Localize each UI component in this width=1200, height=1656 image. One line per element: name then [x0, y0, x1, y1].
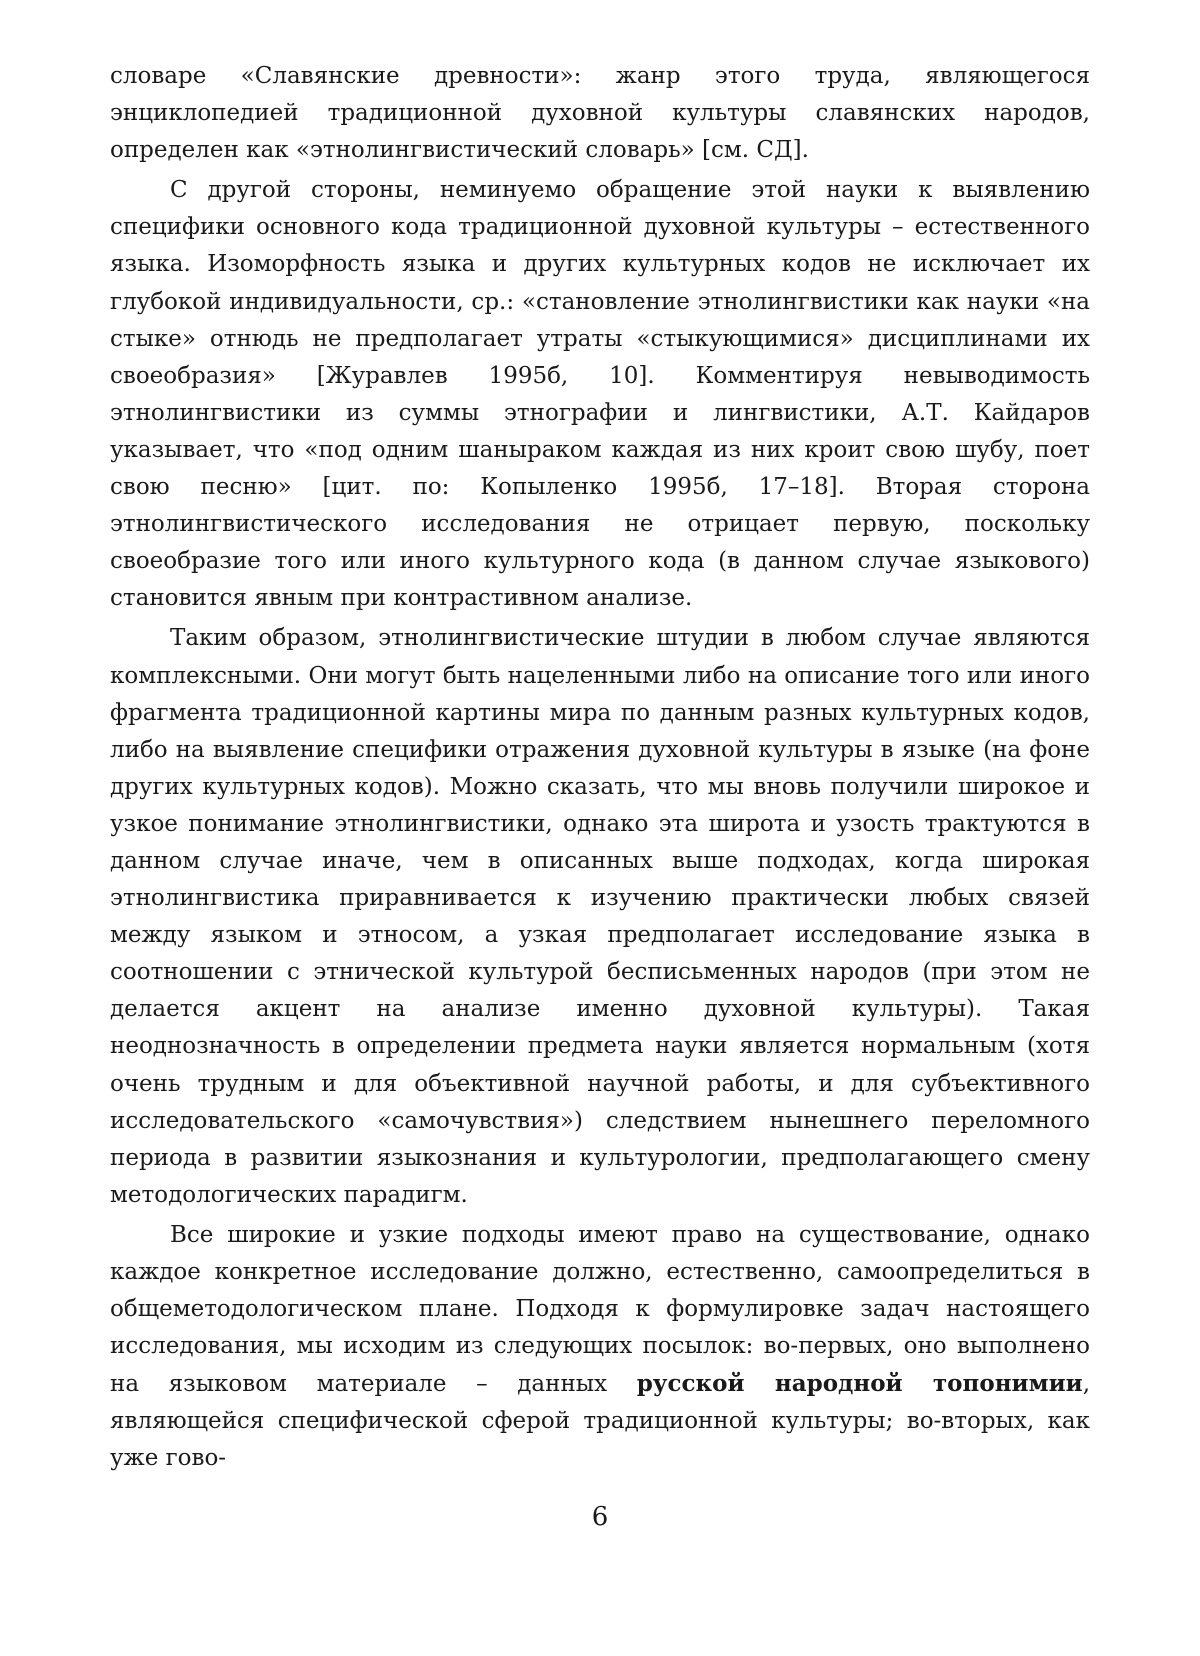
paragraph-4	[110, 1217, 1090, 1478]
paragraph-2-text: С другой стороны, неминуемо обращение этой науки к выявлению специфики основного кода традиционной духовной культуры – естественного языка. Изоморфность языка и других культурных кодов не исключает их глубокой индивидуальности, ср.: «становление этнолингвистики как науки «на стыке» отнюдь не предполагает утраты «стыкующимися» дисциплинами их своеобразия» [Журавлев 1995б, 10]. Комментируя невыводимость этнолингвистики из суммы этнографии и лингвистики, А.Т. Кайдаров указывает, что «под одним шаныраком каждая из них кроит свою шубу, поет свою песню» [цит. по: Копыленко 1995б, 17–18]. Вторая сторона этнолингвистического исследования не отрицает первую, поскольку своеобразие того или иного культурного кода (в данном случае языкового) становится явным при контрастивном анализе.	[110, 177, 1090, 612]
paragraph-3-text: Таким образом, этнолингвистические штудии в любом случае являются комплексными. Они могут быть нацеленными либо на описание того или иного фрагмента традиционной картины мира по данным разных культурных кодов, либо на выявление специфики отражения духовной культуры в языке (на фоне других культурных кодов). Можно сказать, что мы вновь получили широкое и узкое понимание этнолингвистики, однако эта широта и узость трактуются в данном случае иначе, чем в описанных выше подходах, когда широкая этнолингвистика приравнивается к изучению практически любых связей между языком и этносом, а узкая предполагает исследование языка в соотношении с этнической культурой бесписьменных народов (при этом не делается акцент на анализе именно духовной культуры). Такая неоднозначность в определении предмета науки является нормальным (хотя очень трудным и для объективной научной работы, и для субъективного исследовательского «самочувствия») следствием нынешнего переломного периода в развитии языкознания и культурологии, предполагающего смену методологических парадигм.	[110, 625, 1090, 1208]
paragraph-3	[110, 620, 1090, 1214]
paragraph-2	[110, 172, 1090, 617]
paragraph-1	[110, 58, 1090, 169]
page-number: 6	[591, 1502, 609, 1532]
paragraph-4-text-start: Все широкие и узкие подходы имеют право на существование, однако каждое конкретное исследование должно, естественно, самоопределиться в общеметодологическом плане. Подходя к формулировке задач настоящего исследования, мы исходим из следующих посылок: во-первых, оно выполнено на языковом материале – данных	[110, 1221, 1090, 1398]
paragraph-4-text-end: , являющейся специфической сферой традиционной культуры; во-вторых, как уже гово-	[110, 1371, 1090, 1472]
paragraph-1-text: словаре «Славянские древности»: жанр этого труда, являющегося энциклопедией традиционной духовной культуры славянских народов, определен как «этнолингвистический словарь» [см. СД].	[110, 63, 1090, 164]
paragraph-4-bold-term: русской народной топонимии	[636, 1370, 1083, 1398]
document-page	[110, 58, 1090, 1478]
